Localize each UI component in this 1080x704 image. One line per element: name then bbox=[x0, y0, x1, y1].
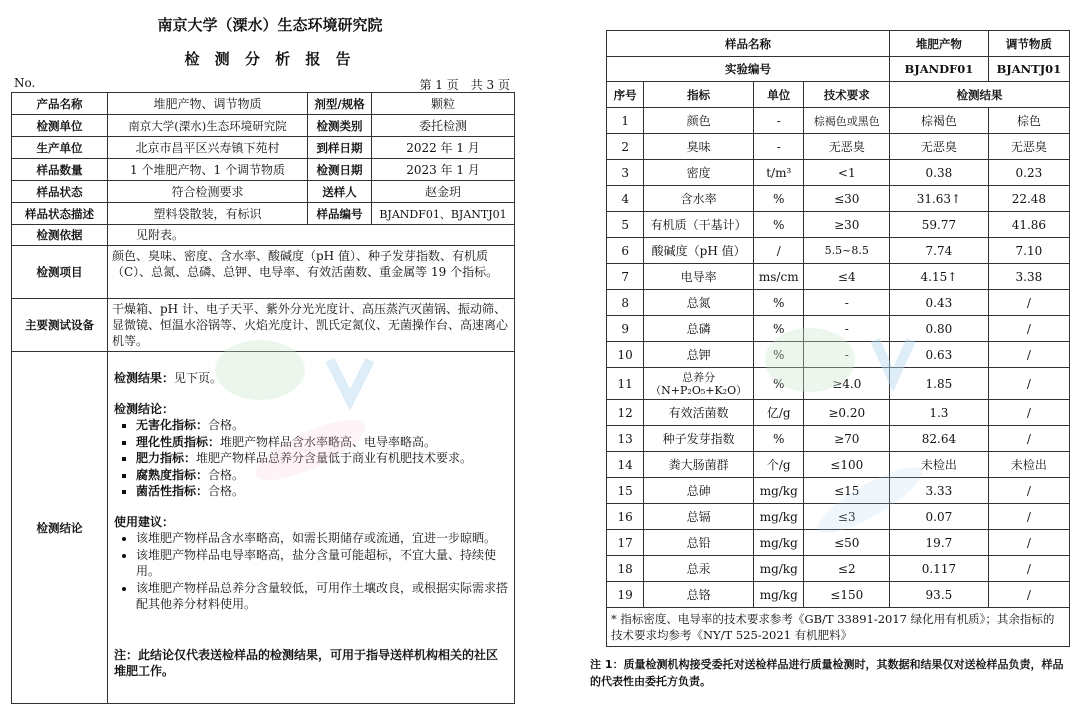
cell-r1: 0.117 bbox=[890, 556, 989, 582]
cell-req: ≤50 bbox=[804, 530, 890, 556]
table-row bbox=[607, 426, 1070, 452]
cell-r2: / bbox=[988, 400, 1069, 426]
cell-r1: 0.38 bbox=[890, 160, 989, 186]
cell-no: 16 bbox=[607, 504, 644, 530]
advice-label: 使用建议： bbox=[114, 514, 175, 529]
status: 符合检测要求 bbox=[108, 181, 308, 203]
cell-name: 电导率 bbox=[644, 264, 754, 290]
exp-no-label: 实验编号 bbox=[607, 57, 890, 82]
cell-no: 17 bbox=[607, 530, 644, 556]
sample-desc: 塑料袋散装，有标识 bbox=[108, 203, 308, 225]
cell-no: 15 bbox=[607, 478, 644, 504]
cell-r2: / bbox=[988, 316, 1069, 342]
cell-unit: % bbox=[754, 290, 804, 316]
cell-r2: 无恶臭 bbox=[988, 134, 1069, 160]
cell-r1: 3.33 bbox=[890, 478, 989, 504]
cell-name: 总养分（N+P₂O₅+K₂O） bbox=[644, 368, 754, 400]
cell-req: <1 bbox=[804, 160, 890, 186]
sample-name-1: 堆肥产物 bbox=[890, 31, 989, 57]
cell-r2: / bbox=[988, 504, 1069, 530]
table-row bbox=[607, 186, 1070, 212]
conclusion-points bbox=[114, 417, 508, 500]
cell-r1: 1.85 bbox=[890, 368, 989, 400]
cell-r1: 1.3 bbox=[890, 400, 989, 426]
cell-name: 密度 bbox=[644, 160, 754, 186]
cell-req: ≤3 bbox=[804, 504, 890, 530]
report-page-2 bbox=[540, 0, 1080, 700]
report-number-label: No. bbox=[14, 76, 36, 90]
cell-unit: t/m³ bbox=[754, 160, 804, 186]
test-date: 2023 年 1 月 bbox=[372, 159, 515, 181]
producer-label: 生产单位 bbox=[12, 137, 108, 159]
report-title: 检 测 分 析 报 告 bbox=[184, 50, 356, 68]
cell-r1: 0.63 bbox=[890, 342, 989, 368]
cell-r2: 未检出 bbox=[988, 452, 1069, 478]
table-row bbox=[607, 238, 1070, 264]
table-row bbox=[607, 556, 1070, 582]
cell-name: 总镉 bbox=[644, 504, 754, 530]
cell-req: ≤2 bbox=[804, 556, 890, 582]
cell-unit: mg/kg bbox=[754, 478, 804, 504]
cell-unit: % bbox=[754, 316, 804, 342]
table-row bbox=[607, 504, 1070, 530]
product-name: 堆肥产物、调节物质 bbox=[108, 93, 308, 115]
quantity: 1 个堆肥产物、1 个调节物质 bbox=[108, 159, 308, 181]
cell-no: 18 bbox=[607, 556, 644, 582]
cell-r1: 0.43 bbox=[890, 290, 989, 316]
cell-r1: 未检出 bbox=[890, 452, 989, 478]
test-type: 委托检测 bbox=[372, 115, 515, 137]
cell-name: 含水率 bbox=[644, 186, 754, 212]
cell-name: 颜色 bbox=[644, 108, 754, 134]
cell-req: - bbox=[804, 290, 890, 316]
report-page-1 bbox=[0, 0, 540, 700]
cell-r2: / bbox=[988, 530, 1069, 556]
cell-unit: mg/kg bbox=[754, 556, 804, 582]
col-requirement: 技术要求 bbox=[804, 82, 890, 108]
list-item: • 该堆肥产物样品总养分含量较低，可用作土壤改良，或根据实际需求搭配其他养分材料使用。 bbox=[136, 580, 508, 613]
cell-r2: / bbox=[988, 478, 1069, 504]
cell-no: 2 bbox=[607, 134, 644, 160]
result-text: 见下页。 bbox=[174, 371, 223, 385]
cell-req: ≥4.0 bbox=[804, 368, 890, 400]
cell-req: ≤30 bbox=[804, 186, 890, 212]
cell-name: 总氮 bbox=[644, 290, 754, 316]
table-row bbox=[607, 160, 1070, 186]
page-info: 第 1 页 共 3 页 bbox=[419, 78, 510, 92]
col-no: 序号 bbox=[607, 82, 644, 108]
quantity-label: 样品数量 bbox=[12, 159, 108, 181]
result-label: 检测结果： bbox=[114, 371, 175, 385]
cell-unit: mg/kg bbox=[754, 582, 804, 608]
cell-unit: % bbox=[754, 368, 804, 400]
list-item: ▪ 肥力指标：堆肥产物样品总养分含量低于商业有机肥技术要求。 bbox=[136, 450, 508, 467]
cell-unit: - bbox=[754, 108, 804, 134]
results-table bbox=[606, 30, 1070, 647]
cell-req: ≤15 bbox=[804, 478, 890, 504]
cell-unit: - bbox=[754, 134, 804, 160]
table-row bbox=[607, 452, 1070, 478]
cell-r2: 7.10 bbox=[988, 238, 1069, 264]
cell-req: - bbox=[804, 316, 890, 342]
cell-r1: 31.63↑ bbox=[890, 186, 989, 212]
cell-req: ≥70 bbox=[804, 426, 890, 452]
table-row bbox=[607, 108, 1070, 134]
list-item: ▪ 无害化指标：合格。 bbox=[136, 417, 508, 434]
cell-req: - bbox=[804, 342, 890, 368]
cell-r1: 19.7 bbox=[890, 530, 989, 556]
table-row bbox=[607, 290, 1070, 316]
cell-no: 5 bbox=[607, 212, 644, 238]
arrival-label: 到样日期 bbox=[308, 137, 372, 159]
cell-name: 总钾 bbox=[644, 342, 754, 368]
cell-no: 3 bbox=[607, 160, 644, 186]
cell-name: 有效活菌数 bbox=[644, 400, 754, 426]
cell-name: 粪大肠菌群 bbox=[644, 452, 754, 478]
cell-name: 总铅 bbox=[644, 530, 754, 556]
cell-no: 1 bbox=[607, 108, 644, 134]
table-row bbox=[607, 530, 1070, 556]
cell-no: 14 bbox=[607, 452, 644, 478]
list-item: ▪ 腐熟度指标：合格。 bbox=[136, 467, 508, 484]
cell-no: 9 bbox=[607, 316, 644, 342]
sender-label: 送样人 bbox=[308, 181, 372, 203]
advice-list bbox=[114, 530, 508, 613]
test-unit: 南京大学(溧水)生态环境研究院 bbox=[108, 115, 308, 137]
cell-no: 4 bbox=[607, 186, 644, 212]
cell-no: 12 bbox=[607, 400, 644, 426]
conclusion-label: 检测结论 bbox=[12, 352, 108, 704]
page-note: 注 1：质量检测机构接受委托对送检样品进行质量检测时，其数据和结果仅对送检样品负责，样品的代表性由委托方负责。 bbox=[590, 658, 1064, 688]
test-type-label: 检测类别 bbox=[308, 115, 372, 137]
form: 颗粒 bbox=[372, 93, 515, 115]
arrival-date: 2022 年 1 月 bbox=[372, 137, 515, 159]
sample-code: BJANDF01、BJANTJ01 bbox=[372, 203, 515, 225]
cell-no: 7 bbox=[607, 264, 644, 290]
cell-no: 6 bbox=[607, 238, 644, 264]
cell-req: ≥30 bbox=[804, 212, 890, 238]
cell-r2: / bbox=[988, 290, 1069, 316]
cell-no: 8 bbox=[607, 290, 644, 316]
basis: 见附表。 bbox=[108, 225, 515, 246]
summary-label: 检测结论： bbox=[114, 401, 175, 416]
cell-r2: / bbox=[988, 342, 1069, 368]
cell-r1: 0.07 bbox=[890, 504, 989, 530]
test-items: 颜色、臭味、密度、含水率、酸碱度（pH 值）、种子发芽指数、有机质（C）、总氮、总磷、总钾、电导率、有效活菌数、重金属等 19 个指标。 bbox=[108, 246, 515, 299]
cell-r2: 3.38 bbox=[988, 264, 1069, 290]
cell-name: 总汞 bbox=[644, 556, 754, 582]
cell-r2: 41.86 bbox=[988, 212, 1069, 238]
col-unit: 单位 bbox=[754, 82, 804, 108]
cell-r1: 7.74 bbox=[890, 238, 989, 264]
cell-r1: 82.64 bbox=[890, 426, 989, 452]
cell-no: 11 bbox=[607, 368, 644, 400]
basis-label: 检测依据 bbox=[12, 225, 108, 246]
cell-req: ≤4 bbox=[804, 264, 890, 290]
table-row bbox=[607, 316, 1070, 342]
cell-r1: 59.77 bbox=[890, 212, 989, 238]
cell-no: 13 bbox=[607, 426, 644, 452]
cell-unit: % bbox=[754, 426, 804, 452]
equipment-label: 主要测试设备 bbox=[12, 299, 108, 352]
cell-name: 总磷 bbox=[644, 316, 754, 342]
report-info-table bbox=[11, 92, 515, 704]
cell-r2: 22.48 bbox=[988, 186, 1069, 212]
cell-req: 5.5~8.5 bbox=[804, 238, 890, 264]
cell-unit: mg/kg bbox=[754, 504, 804, 530]
cell-unit: % bbox=[754, 342, 804, 368]
cell-unit: ms/cm bbox=[754, 264, 804, 290]
cell-name: 臭味 bbox=[644, 134, 754, 160]
list-item: ▪ 菌活性指标：合格。 bbox=[136, 483, 508, 500]
table-row bbox=[607, 264, 1070, 290]
cell-r1: 93.5 bbox=[890, 582, 989, 608]
cell-r2: / bbox=[988, 368, 1069, 400]
test-date-label: 检测日期 bbox=[308, 159, 372, 181]
table-row bbox=[607, 400, 1070, 426]
cell-r2: 棕色 bbox=[988, 108, 1069, 134]
cell-no: 10 bbox=[607, 342, 644, 368]
cell-r2: / bbox=[988, 582, 1069, 608]
cell-name: 种子发芽指数 bbox=[644, 426, 754, 452]
cell-req: ≤100 bbox=[804, 452, 890, 478]
conclusion-note: 注：此结论仅代表送检样品的检测结果，可用于指导送样机构相关的社区堆肥工作。 bbox=[114, 647, 499, 678]
conclusion-cell bbox=[108, 352, 515, 704]
table-row bbox=[607, 582, 1070, 608]
test-unit-label: 检测单位 bbox=[12, 115, 108, 137]
cell-req: ≤150 bbox=[804, 582, 890, 608]
status-label: 样品状态 bbox=[12, 181, 108, 203]
cell-r2: / bbox=[988, 426, 1069, 452]
col-index: 指标 bbox=[644, 82, 754, 108]
sample-code-label: 样品编号 bbox=[308, 203, 372, 225]
producer: 北京市昌平区兴寿镇下苑村 bbox=[108, 137, 308, 159]
sample-code-2: BJANTJ01 bbox=[988, 57, 1069, 82]
list-item: • 该堆肥产物样品电导率略高，盐分含量可能超标，不宜大量、持续使用。 bbox=[136, 547, 508, 580]
items-label: 检测项目 bbox=[12, 246, 108, 299]
cell-r1: 0.80 bbox=[890, 316, 989, 342]
cell-name: 总砷 bbox=[644, 478, 754, 504]
cell-unit: 亿/g bbox=[754, 400, 804, 426]
cell-r1: 4.15↑ bbox=[890, 264, 989, 290]
cell-name: 酸碱度（pH 值） bbox=[644, 238, 754, 264]
cell-r2: 0.23 bbox=[988, 160, 1069, 186]
form-label: 剂型/规格 bbox=[308, 93, 372, 115]
sample-code-1: BJANDF01 bbox=[890, 57, 989, 82]
cell-req: 无恶臭 bbox=[804, 134, 890, 160]
table-row bbox=[607, 368, 1070, 400]
table-row bbox=[607, 342, 1070, 368]
cell-unit: % bbox=[754, 212, 804, 238]
sender: 赵金玥 bbox=[372, 181, 515, 203]
product-name-label: 产品名称 bbox=[12, 93, 108, 115]
table-row bbox=[607, 478, 1070, 504]
col-result: 检测结果 bbox=[890, 82, 1070, 108]
cell-no: 19 bbox=[607, 582, 644, 608]
cell-unit: mg/kg bbox=[754, 530, 804, 556]
table-row bbox=[607, 134, 1070, 160]
cell-unit: % bbox=[754, 186, 804, 212]
cell-name: 总铬 bbox=[644, 582, 754, 608]
institution-name: 南京大学（溧水）生态环境研究院 bbox=[157, 16, 383, 34]
table-row bbox=[607, 212, 1070, 238]
sample-name-2: 调节物质 bbox=[988, 31, 1069, 57]
cell-r1: 棕褐色 bbox=[890, 108, 989, 134]
cell-req: ≥0.20 bbox=[804, 400, 890, 426]
cell-r2: / bbox=[988, 556, 1069, 582]
cell-name: 有机质（干基计） bbox=[644, 212, 754, 238]
cell-req: 棕褐色或黑色 bbox=[804, 108, 890, 134]
cell-r1: 无恶臭 bbox=[890, 134, 989, 160]
sample-name-label: 样品名称 bbox=[607, 31, 890, 57]
list-item: • 该堆肥产物样品含水率略高，如需长期储存或流通，宜进一步晾晒。 bbox=[136, 530, 508, 547]
equipment: 干燥箱、pH 计、电子天平、紫外分光光度计、高压蒸汽灭菌锅、振动筛、显微镜、恒温水浴锅等、火焰光度计、凯氏定氮仪、无菌操作台、高速离心机等。 bbox=[108, 299, 515, 352]
cell-unit: / bbox=[754, 238, 804, 264]
cell-unit: 个/g bbox=[754, 452, 804, 478]
sample-desc-label: 样品状态描述 bbox=[12, 203, 108, 225]
list-item: ▪ 理化性质指标：堆肥产物样品含水率略高、电导率略高。 bbox=[136, 434, 508, 451]
table-footnote: * 指标密度、电导率的技术要求参考《GB/T 33891-2017 绿化用有机质》；其余指标的技术要求均参考《NY/T 525-2021 有机肥料》 bbox=[607, 608, 1070, 647]
